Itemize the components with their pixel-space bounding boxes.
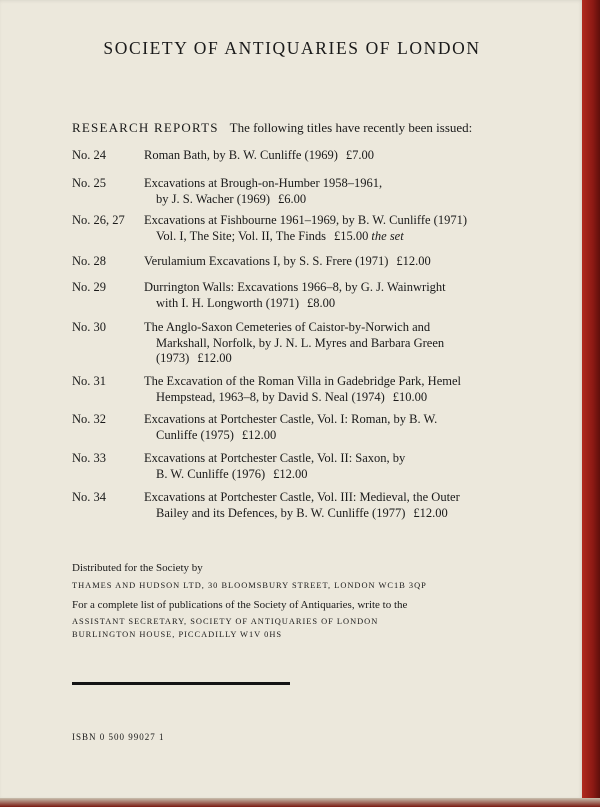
- report-title-line: Excavations at Portchester Castle, Vol. II: Saxon, by: [144, 451, 406, 465]
- report-title-line: Durrington Walls: Excavations 1966–8, by G. J. Wainwright: [144, 280, 446, 294]
- publications-list-note: For a complete list of publications of the Society of Antiquaries, write to the: [72, 599, 408, 611]
- reports-intro: The following titles have recently been issued:: [229, 120, 473, 135]
- report-number: No. 26, 27: [72, 213, 125, 227]
- report-price-note: the set: [371, 228, 404, 243]
- report-title: [144, 490, 544, 521]
- report-number: No. 33: [72, 451, 107, 465]
- cover-edge-bottom: [0, 798, 600, 807]
- report-number: No. 31: [72, 374, 107, 388]
- report-title-line: Hempstead, 1963–8, by David S. Neal (1974): [156, 389, 385, 404]
- report-title-line: Vol. I, The Site; Vol. II, The Finds: [156, 228, 327, 243]
- report-title-line: Roman Bath, by B. W. Cunliffe (1969): [144, 148, 338, 162]
- report-number: No. 29: [72, 280, 107, 294]
- report-number: No. 28: [72, 254, 107, 268]
- report-title: [144, 451, 544, 482]
- secretary-address-line1: ASSISTANT SECRETARY, SOCIETY OF ANTIQUARIES OF LONDON: [72, 617, 379, 626]
- report-price: £12.00: [241, 427, 277, 442]
- isbn-number: ISBN 0 500 99027 1: [72, 732, 165, 742]
- report-title-line: with I. H. Longworth (1971): [156, 295, 300, 310]
- report-number: No. 30: [72, 320, 107, 334]
- reports-heading: RESEARCH REPORTS: [72, 120, 219, 135]
- horizontal-rule: [72, 682, 290, 685]
- report-title-line: Excavations at Portchester Castle, Vol. III: Medieval, the Outer: [144, 490, 460, 504]
- report-title-line: Excavations at Brough-on-Humber 1958–1961,: [144, 176, 383, 190]
- report-price: £7.00: [345, 148, 374, 162]
- report-price: £12.00: [273, 466, 308, 481]
- report-title-line: Verulamium Excavations I, by S. S. Frere (1971): [144, 254, 389, 268]
- report-number: No. 32: [72, 412, 107, 426]
- report-title-line: (1973): [156, 351, 190, 365]
- report-title-line: Excavations at Fishbourne 1961–1969, by B. W. Cunliffe (1971): [144, 213, 468, 227]
- report-title: [144, 254, 544, 270]
- secretary-address-line2: BURLINGTON HOUSE, PICCADILLY W1V 0HS: [72, 630, 283, 639]
- report-title-line: Excavations at Portchester Castle, Vol. I: Roman, by B. W.: [144, 412, 438, 426]
- report-price: £10.00: [392, 389, 428, 404]
- report-title-line: The Excavation of the Roman Villa in Gadebridge Park, Hemel: [144, 374, 461, 388]
- report-price: £6.00: [278, 191, 307, 206]
- distributed-by-text: Distributed for the Society by: [72, 562, 203, 574]
- report-title: [144, 280, 544, 311]
- report-title: [144, 412, 544, 443]
- report-title-line: Cunliffe (1975): [156, 427, 234, 442]
- report-price: £12.00: [413, 505, 448, 520]
- society-title: SOCIETY OF ANTIQUARIES OF LONDON: [103, 38, 481, 58]
- report-title-line: by J. S. Wacher (1969): [156, 191, 271, 206]
- report-title-line: Bailey and its Defences, by B. W. Cunliffe (1977): [156, 505, 406, 520]
- report-title-line: The Anglo-Saxon Cemeteries of Caistor-by-Norwich and: [144, 320, 431, 334]
- report-title: [144, 374, 544, 405]
- report-title: [144, 213, 544, 244]
- report-number: No. 25: [72, 176, 107, 190]
- report-price: £12.00: [396, 254, 431, 268]
- report-number: No. 34: [72, 490, 107, 504]
- distributor-address: THAMES AND HUDSON LTD, 30 BLOOMSBURY STREET, LONDON WC1B 3QP: [72, 581, 427, 590]
- reports-heading-line: [72, 120, 472, 136]
- cover-edge-right: [582, 0, 600, 807]
- report-price: £8.00: [307, 295, 336, 310]
- report-title-line: Markshall, Norfolk, by J. N. L. Myres and Barbara Green: [156, 335, 445, 350]
- report-title: [144, 148, 544, 164]
- report-title: [144, 176, 544, 207]
- report-price: £15.00: [334, 228, 369, 243]
- report-title: [144, 320, 544, 367]
- report-price: £12.00: [197, 351, 232, 365]
- report-title-line: B. W. Cunliffe (1976): [156, 466, 266, 481]
- report-number: No. 24: [72, 148, 107, 162]
